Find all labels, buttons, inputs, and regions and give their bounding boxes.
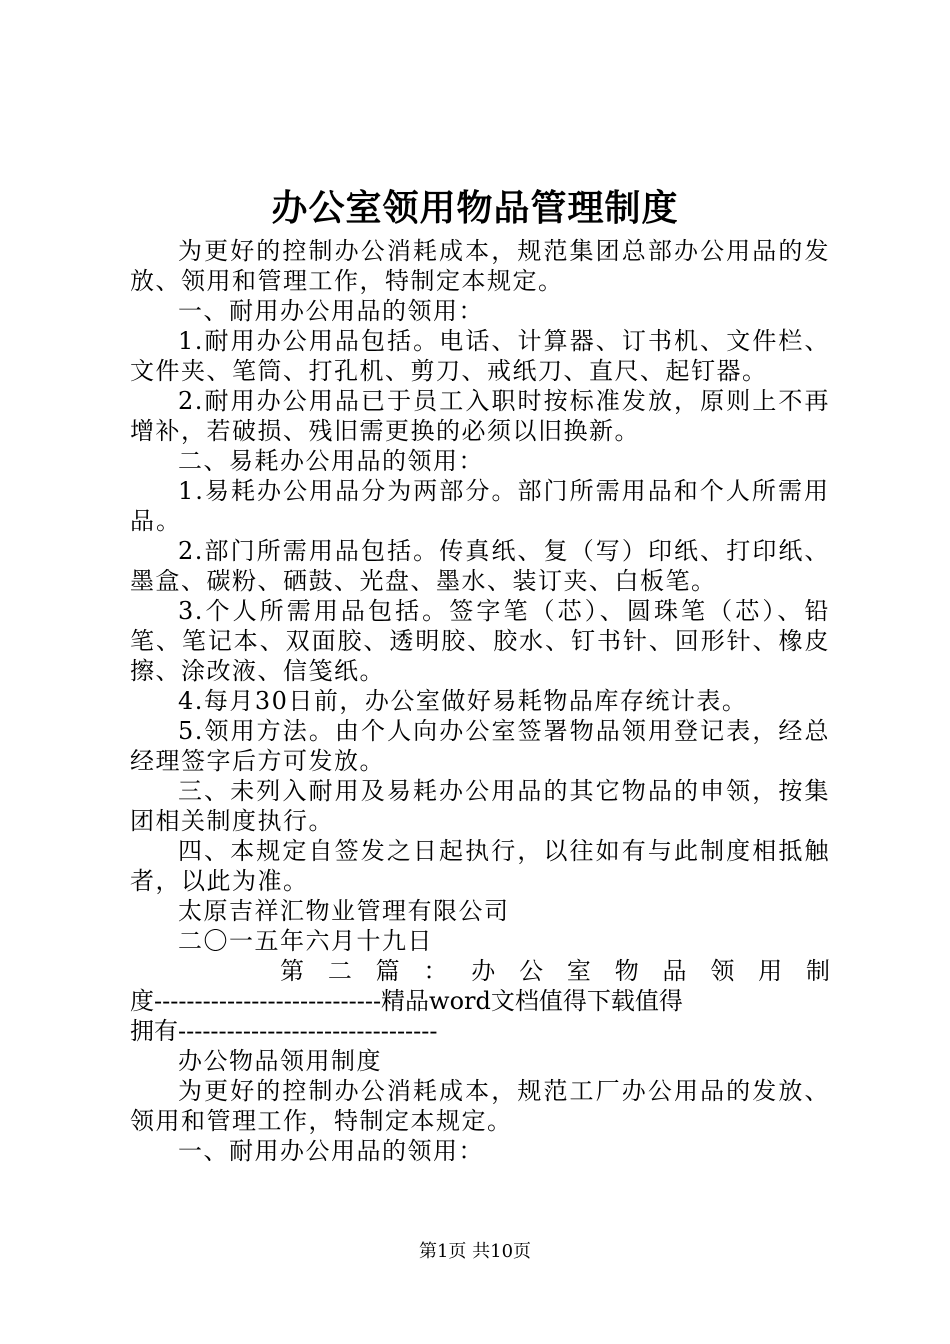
paragraph-consumable-1: 1.易耗办公用品分为两部分。部门所需用品和个人所需用品。 xyxy=(130,477,830,535)
section-heading-durable: 一、耐用办公用品的领用： xyxy=(178,297,484,325)
heading-char: 物 xyxy=(614,957,639,985)
paragraph-durable-1: 1.耐用办公用品包括。电话、计算器、订书机、文件栏、文件夹、笔筒、打孔机、剪刀、戒纸刀、直尺、起钉器。 xyxy=(130,327,830,385)
second-part-section-heading: 一、耐用办公用品的领用： xyxy=(178,1137,484,1165)
paragraph-consumable-4: 4.每月30日前，办公室做好易耗物品库存统计表。 xyxy=(178,687,748,715)
heading-char: 第 xyxy=(280,957,304,985)
second-part-heading xyxy=(130,956,830,986)
section-heading-effective: 四、本规定自签发之日起执行，以往如有与此制度相抵触者，以此为准。 xyxy=(130,837,830,895)
second-part-heading-line-2: 度----------------------------精品word文档值得下载值得 xyxy=(130,987,683,1015)
second-part-heading-line-3: 拥有-------------------------------- xyxy=(130,1017,438,1045)
heading-char: 篇 xyxy=(375,957,400,985)
document-date: 二〇一五年六月十九日 xyxy=(178,927,433,955)
heading-char: ： xyxy=(423,957,448,985)
heading-char: 二 xyxy=(327,957,352,985)
heading-char: 品 xyxy=(662,957,687,985)
heading-char: 公 xyxy=(519,957,544,985)
heading-char: 制 xyxy=(805,957,830,985)
document-title: 办公室领用物品管理制度 xyxy=(271,187,679,229)
heading-char: 办 xyxy=(471,957,496,985)
second-part-intro: 为更好的控制办公消耗成本，规范工厂办公用品的发放、领用和管理工作，特制定本规定。 xyxy=(130,1077,830,1135)
heading-char: 用 xyxy=(758,957,783,985)
heading-char: 领 xyxy=(710,957,735,985)
section-heading-other: 三、未列入耐用及易耗办公用品的其它物品的申领，按集团相关制度执行。 xyxy=(130,777,830,835)
second-part-subtitle: 办公物品领用制度 xyxy=(178,1047,382,1075)
document-body xyxy=(130,236,830,1166)
paragraph-consumable-3: 3.个人所需用品包括。签字笔（芯）、圆珠笔（芯）、铅笔、笔记本、双面胶、透明胶、胶水、钉书针、回形针、橡皮擦、涂改液、信笺纸。 xyxy=(130,597,830,685)
paragraph-intro: 为更好的控制办公消耗成本，规范集团总部办公用品的发放、领用和管理工作，特制定本规定。 xyxy=(130,237,830,295)
paragraph-consumable-5: 5.领用方法。由个人向办公室签署物品领用登记表，经总经理签字后方可发放。 xyxy=(130,717,830,775)
paragraph-consumable-2: 2.部门所需用品包括。传真纸、复（写）印纸、打印纸、墨盒、碳粉、硒鼓、光盘、墨水、装订夹、白板笔。 xyxy=(130,537,830,595)
paragraph-durable-2: 2.耐用办公用品已于员工入职时按标准发放，原则上不再增补，若破损、残旧需更换的必须以旧换新。 xyxy=(130,387,830,445)
heading-char: 室 xyxy=(566,957,591,985)
section-heading-consumable: 二、易耗办公用品的领用： xyxy=(178,447,484,475)
company-name: 太原吉祥汇物业管理有限公司 xyxy=(178,897,510,925)
page-number-footer: 第1页 共10页 xyxy=(418,1241,532,1262)
